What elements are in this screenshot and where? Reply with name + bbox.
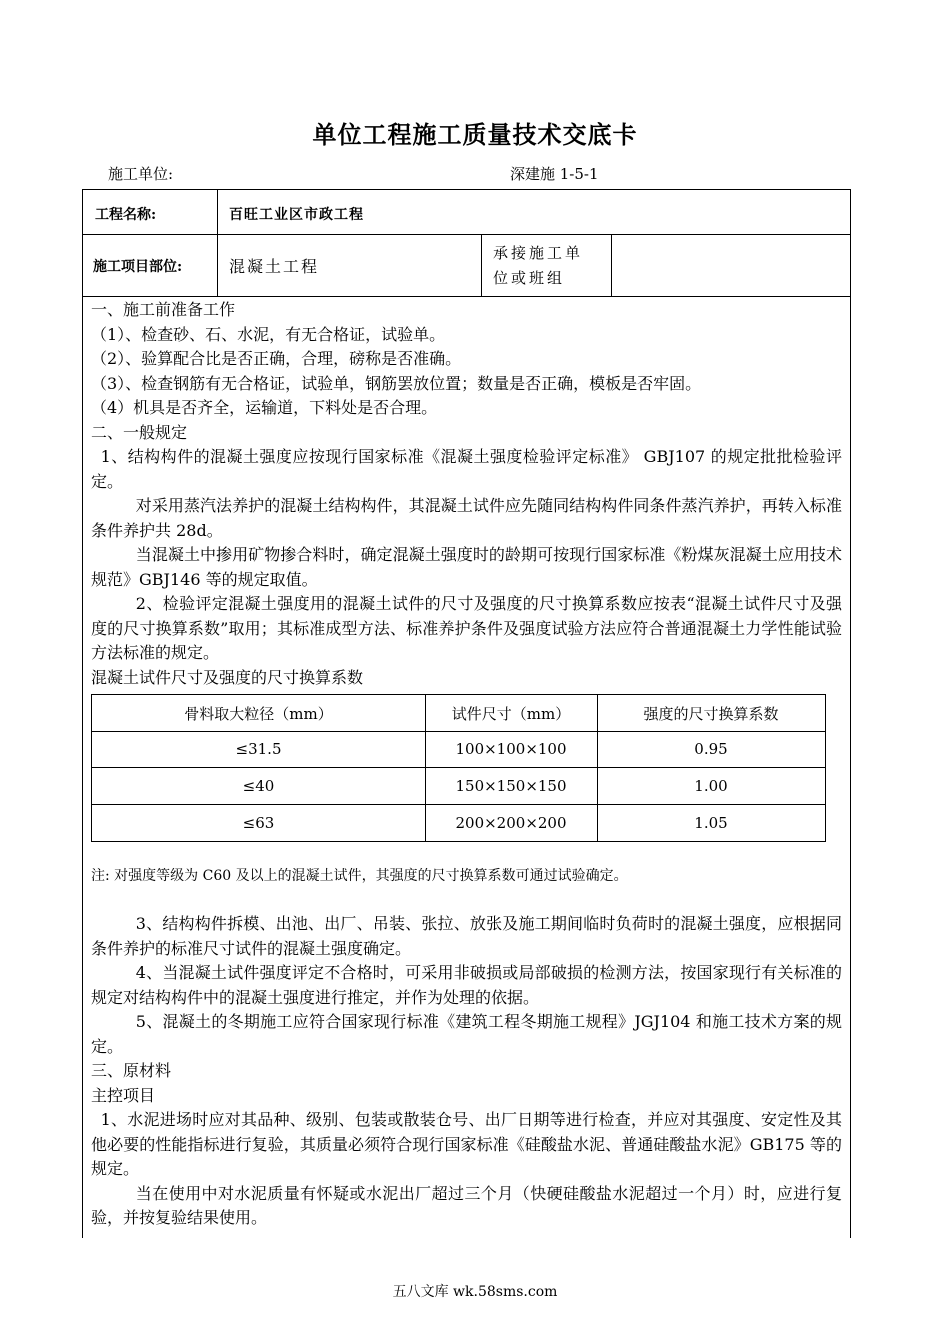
table-cell: ≤63	[242, 813, 275, 832]
paragraph: 1、水泥进场时应对其品种、级别、包装或散装仓号、出厂日期等进行检查，并应对其强度、安定性及其他必要的性能指标进行复验，其质量必须符合现行国家标准《硅酸盐水泥、普通硅酸盐水泥》GB175 等的规定。	[91, 1110, 842, 1178]
table-cell: 1.00	[694, 776, 728, 795]
disclosure-content-continued	[91, 912, 842, 1231]
disclosure-content	[91, 298, 842, 690]
col-divider	[481, 234, 482, 296]
table-cell: 1.05	[694, 813, 728, 832]
table-cell: ≤31.5	[235, 740, 282, 758]
table-cell: 150×150×150	[455, 776, 567, 795]
table-note: 注: 对强度等级为 C60 及以上的混凝土试件，其强度的尺寸换算系数可通过试验确定。	[91, 868, 628, 884]
list-item: （4）机具是否齐全，运输道，下料处是否合理。	[91, 398, 438, 417]
paragraph: 5、混凝土的冬期施工应符合国家现行标准《建筑工程冬期施工规程》JGJ104 和施工技术方案的规定。	[91, 1012, 842, 1056]
paragraph: 3、结构构件拆模、出池、出厂、吊装、张拉、放张及施工期间临时负荷时的混凝土强度，应根据同条件养护的标准尺寸试件的混凝土强度确定。	[91, 914, 842, 958]
project-name-value: 百旺工业区市政工程	[229, 207, 364, 223]
footer-watermark: 五八文库 wk.58sms.com	[392, 1284, 558, 1300]
conversion-factor-table	[91, 694, 826, 842]
document-code: 深建施 1-5-1	[510, 165, 599, 183]
col-divider	[611, 234, 612, 296]
paragraph: 当在使用中对水泥质量有怀疑或水泥出厂超过三个月（快硬硅酸盐水泥超过一个月）时，应进行复验，并按复验结果使用。	[91, 1183, 842, 1227]
list-item: （2）、验算配合比是否正确，合理，磅称是否准确。	[91, 349, 462, 368]
contractor-label-line2: 位或班组	[493, 269, 566, 287]
contractor-label-line1: 承接施工单	[493, 244, 584, 262]
paragraph: 4、当混凝土试件强度评定不合格时，可采用非破损或局部破损的检测方法，按国家现行有关标准的规定对结构构件中的混凝土强度进行推定，并作为处理的依据。	[91, 963, 842, 1007]
disclosure-card-frame	[82, 189, 851, 1238]
table-cell: 0.95	[694, 740, 728, 758]
construction-part-value: 混凝土工程	[229, 257, 320, 276]
table-header-cell: 骨料取大粒径（mm）	[184, 704, 333, 723]
table-header-cell: 试件尺寸（mm）	[451, 704, 571, 723]
construction-unit-label: 施工单位:	[108, 165, 174, 183]
project-name-label: 工程名称:	[95, 207, 157, 223]
subsection-heading: 主控项目	[91, 1085, 156, 1105]
row-divider	[83, 296, 850, 297]
table-header-cell: 强度的尺寸换算系数	[643, 704, 779, 723]
section-heading: 一、施工前准备工作	[91, 300, 236, 319]
construction-part-label: 施工项目部位:	[93, 259, 183, 275]
table-cell: ≤40	[242, 776, 275, 795]
paragraph: 对采用蒸汽法养护的混凝土结构构件，其混凝土试件应先随同结构构件同条件蒸汽养护，再转入标准条件养护共 28d。	[91, 496, 842, 540]
table-cell: 200×200×200	[455, 813, 567, 832]
list-item: （3）、检查钢筋有无合格证，试验单，钢筋罢放位置；数量是否正确，模板是否牢固。	[91, 373, 702, 393]
table-caption: 混凝土试件尺寸及强度的尺寸换算系数	[91, 667, 364, 687]
paragraph: 2、检验评定混凝土强度用的混凝土试件的尺寸及强度的尺寸换算系数应按表“混凝土试件尺寸及强度的尺寸换算系数”取用；其标准成型方法、标准养护条件及强度试验方法应符合普通混凝土力学性能试验方法标准的规定。	[91, 594, 842, 662]
list-item: （1）、检查砂、石、水泥，有无合格证，试验单。	[91, 324, 446, 344]
paragraph: 当混凝土中掺用矿物掺合料时，确定混凝土强度时的龄期可按现行国家标准《粉煤灰混凝土应用技术规范》GBJ146 等的规定取值。	[91, 545, 842, 589]
page-title: 单位工程施工质量技术交底卡	[312, 120, 638, 149]
section-heading: 二、一般规定	[91, 422, 188, 442]
row-divider	[83, 234, 850, 235]
paragraph: 1、结构构件的混凝土强度应按现行国家标准《混凝土强度检验评定标准》 GBJ107 的规定批批检验评定。	[91, 447, 842, 491]
section-heading: 三、原材料	[91, 1061, 172, 1080]
col-divider	[217, 190, 218, 296]
table-cell: 100×100×100	[455, 740, 567, 758]
